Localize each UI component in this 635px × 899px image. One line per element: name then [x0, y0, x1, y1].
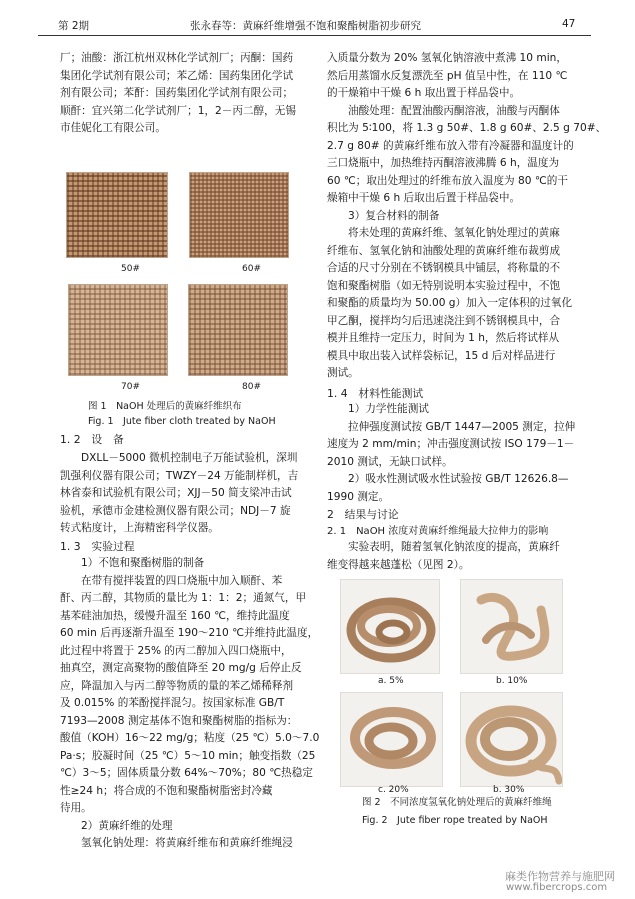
text-line: 2010 测试，无缺口试样。	[327, 455, 453, 468]
text-line: 应，降温加入与丙二醇等物质的量的苯乙烯稀释剂	[60, 679, 294, 692]
photo-label: c. 20%	[378, 785, 409, 795]
watermark-title: 麻类作物营养与施肥网	[505, 870, 615, 883]
watermark-url: www.fibercrops.com	[506, 882, 608, 893]
text-line: 甲乙酮，搅拌均匀后迅速浇注到不锈钢模具中，合	[327, 314, 561, 327]
jute-cloth-photo-60	[189, 172, 289, 258]
text-line: 抽真空，测定高聚物的酸值降至 20 mg/g 后停止反	[60, 662, 302, 674]
jute-rope-photo-30	[460, 692, 563, 787]
text-line: 模并且维持一定压力，时间为 1 h，然后将试样从	[327, 332, 560, 344]
text-line: 酸值（KOH）16～22 mg/g；粘度（25 ℃）5.0～7.0	[60, 732, 320, 744]
text-line: 实验表明，随着氢氧化钠浓度的提高，黄麻纤	[348, 541, 560, 553]
testing-paragraph	[327, 401, 595, 506]
text-line: 氢氧化钠处理：将黄麻纤维布和黄麻纤维绳浸	[81, 837, 293, 849]
text-line: 在带有搅拌装置的四口烧瓶中加入顺酐、苯	[81, 574, 283, 587]
running-title: 张永春等：黄麻纤维增强不饱和聚酯树脂初步研究	[190, 20, 421, 32]
equipment-paragraph	[60, 450, 318, 538]
text-line: 性≥24 h；将合成的不饱和聚酯树脂密封冷藏	[60, 784, 273, 797]
text-line: 维变得越来越蓬松（见图 2）。	[327, 558, 470, 571]
text-line: 速度为 2 mm/min；冲击强度测试按 ISO 179－1－	[327, 438, 575, 450]
section-heading: 1. 4 材料性能测试	[327, 387, 424, 400]
subsection-heading: 2）吸水性测试吸水性试验按 GB/T 12626.8—	[348, 473, 569, 485]
text-line: Pa·s；胶凝时间（25 ℃）5～10 min；触变指数（25	[60, 749, 316, 762]
text-line: 剂有限公司；苯酐：国药集团化学试剂有限公司；	[60, 87, 294, 99]
text-line: 油酸处理：配置油酸丙酮溶液，油酸与丙酮体	[348, 104, 560, 117]
text-line: 三口烧瓶中，加热维持丙酮溶液沸腾 6 h，温度为	[327, 157, 560, 169]
text-line: 测试。	[327, 367, 359, 379]
text-line: 将未处理的黄麻纤维、氢氧化钠处理过的黄麻	[348, 227, 560, 239]
text-line: 模具中取出装入试样袋标记，15 d 后对样品进行	[327, 349, 556, 362]
text-line: 和聚酯的质量均为 50.00 g）加入一定体积的过氧化	[327, 297, 573, 309]
jute-cloth-photo-80	[188, 284, 288, 376]
text-line: 酐、丙二醇，其物质的量比为 1：1：2；通氮气，甲	[60, 592, 307, 604]
subsection-heading: 3）复合材料的制备	[348, 209, 440, 222]
text-line: 饱和聚酯树脂（如无特别说明本实验过程中，不饱	[327, 279, 561, 292]
text-line: 60 ℃；取出处理过的纤维布放入温度为 80 ℃的干	[327, 174, 568, 187]
text-line: 转式粘度计，上海精密科学仪器。	[60, 522, 219, 534]
page-number: 47	[562, 18, 576, 30]
text-line: 顺酐：宜兴第二化学试剂厂；1，2－丙二醇，无锡	[60, 104, 296, 117]
text-line: 待用。	[60, 802, 92, 814]
section-heading: 1. 2 设 备	[60, 433, 124, 446]
text-line: 厂；油酸：浙江杭州双林化学试剂厂；丙酮：国药	[60, 52, 294, 64]
text-line: 及 0.015% 的苯酚搅拌混匀。按国家标准 GB/T	[60, 697, 285, 709]
text-line: 7193—2008 测定基体不饱和聚酯树脂的指标为：	[60, 714, 298, 727]
photo-label: 60#	[242, 264, 261, 274]
left-top-paragraph	[60, 50, 318, 138]
subsection-heading: 1）力学性能测试	[348, 403, 429, 415]
photo-label: b. 10%	[496, 676, 528, 686]
text-line: 入质量分数为 20% 氢氧化钠溶液中煮沸 10 min，	[327, 52, 567, 64]
jute-cloth-photo-70	[68, 284, 168, 376]
text-line: 积比为 5∶100，将 1.3 g 50#、1.8 g 60#、2.5 g 70#、	[327, 122, 607, 134]
jute-cloth-photo-50	[66, 172, 168, 258]
photo-label: 70#	[121, 382, 140, 392]
text-line: 市佳妮化工有限公司。	[60, 122, 166, 134]
text-line: 1990 测定。	[327, 490, 390, 503]
text-line: 林省泰和试验机有限公司；XJJ－50 简支梁冲击试	[60, 487, 292, 499]
jute-rope-photo-20	[340, 692, 443, 787]
text-line: 纤维布、氢氧化钠和油酸处理的黄麻纤维布裁剪成	[327, 244, 561, 257]
text-line: 的干燥箱中干燥 6 h 取出置于样品袋中。	[327, 87, 521, 99]
text-line: 验机，承德市金建检测仪器有限公司；NDJ－7 旋	[60, 504, 291, 517]
text-line: 2.7 g 80# 的黄麻纤维布放入带有冷凝器和温度计的	[327, 139, 574, 152]
section-heading: 1. 3 实验过程	[60, 540, 135, 553]
subsection-heading: 2）黄麻纤维的处理	[81, 819, 173, 832]
text-line: 集团化学试剂有限公司；苯乙烯：国药集团化学试	[60, 69, 294, 82]
text-line: 基苯硅油加热，缓慢升温至 160 ℃，维持此温度	[60, 609, 290, 622]
journal-issue: 第 2期	[58, 20, 90, 32]
experiment-paragraph	[60, 555, 318, 853]
results-paragraph	[327, 539, 595, 574]
figure2-caption-en: Fig. 2 Jute fiber rope treated by NaOH	[362, 815, 548, 826]
right-top-paragraph	[327, 50, 607, 383]
jute-rope-photo-10	[460, 579, 563, 674]
subsection-heading: 2. 1 NaOH 浓度对黄麻纤维绳最大拉伸力的影响	[327, 526, 549, 537]
text-line: 凯强利仪器有限公司；TWZY－24 万能制样机，吉	[60, 469, 299, 482]
text-line: 合适的尺寸分别在不锈钢模具中铺层，将称量的不	[327, 262, 561, 274]
text-line: 燥箱中干燥 6 h 后取出后置于样品袋中。	[327, 192, 521, 204]
section-heading: 2 结果与讨论	[327, 508, 399, 521]
text-line: ℃）3～5；固体质量分数 64%～70%；80 ℃热稳定	[60, 767, 313, 779]
subsection-heading: 1）不饱和聚酯树脂的制备	[81, 557, 205, 569]
text-line: 此过程中将置于 25% 的丙二醇加入四口烧瓶中，	[60, 644, 292, 657]
figure1-caption-en: Fig. 1 Jute fiber cloth treated by NaOH	[88, 416, 276, 427]
text-line: 然后用蒸馏水反复漂洗至 pH 值呈中性，在 110 ℃	[327, 69, 568, 82]
figure1-caption-cn: 图 1 NaOH 处理后的黄麻纤维织布	[88, 401, 242, 412]
photo-label: 80#	[242, 382, 261, 392]
photo-label: b. 30%	[493, 785, 525, 795]
photo-label: a. 5%	[378, 676, 404, 686]
text-line: DXLL－5000 微机控制电子万能试验机，深圳	[81, 452, 298, 464]
jute-rope-photo-5	[340, 579, 440, 674]
header-rule	[38, 35, 591, 36]
photo-label: 50#	[121, 264, 140, 274]
text-line: 60 min 后再逐渐升温至 190～210 ℃并维持此温度，	[60, 627, 319, 639]
figure2-caption-cn: 图 2 不同浓度氢氧化钠处理后的黄麻纤维绳	[362, 797, 552, 808]
text-line: 拉伸强度测试按 GB/T 1447—2005 测定，拉伸	[348, 420, 576, 433]
